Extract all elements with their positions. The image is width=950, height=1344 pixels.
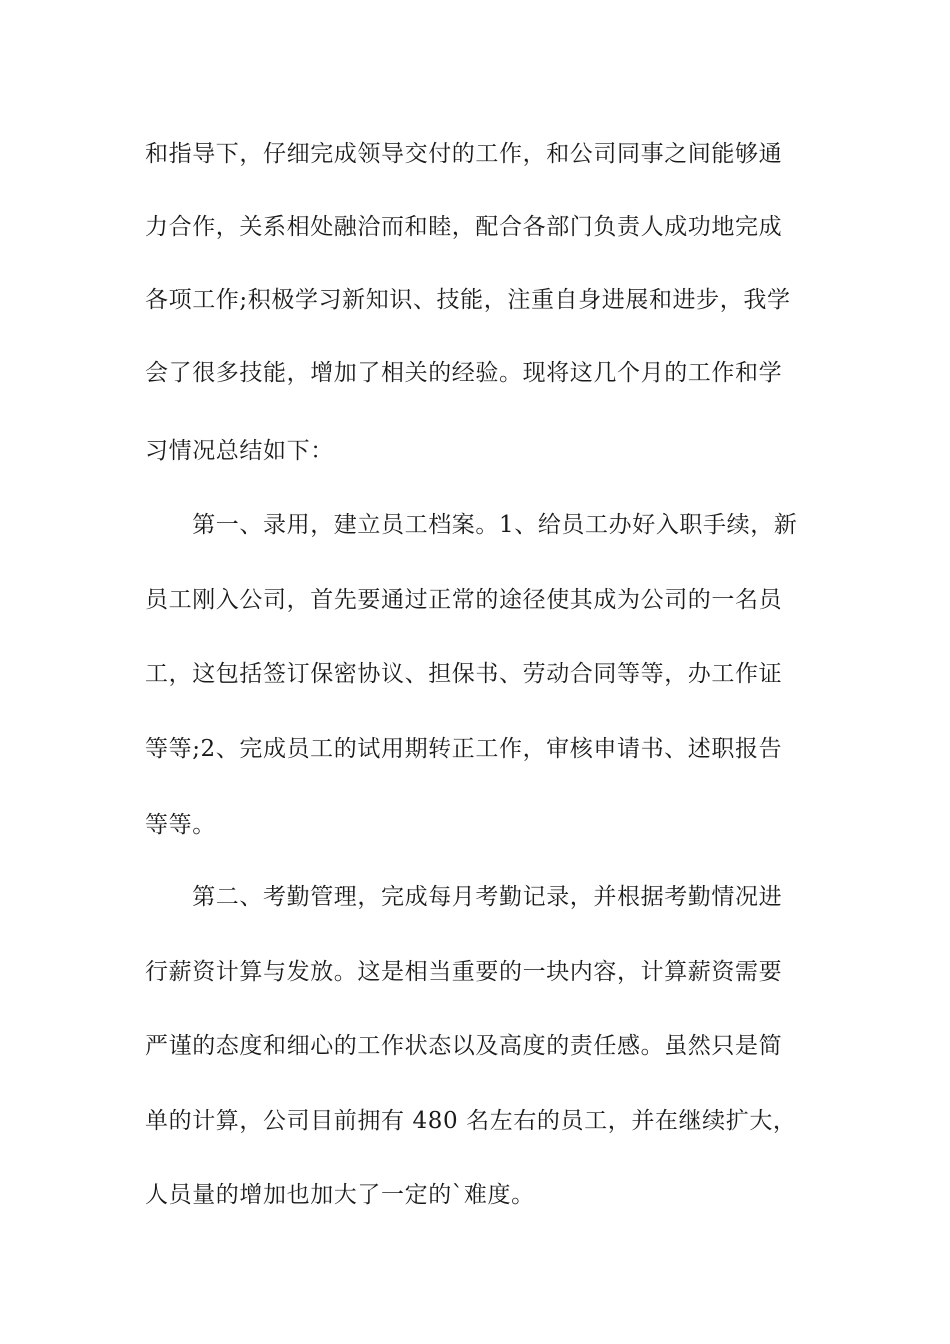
text-line: 单的计算，公司目前拥有 480 名左右的员工，并在继续扩大， bbox=[145, 1108, 797, 1134]
text-line: 会了很多技能，增加了相关的经验。现将这几个月的工作和学 bbox=[145, 360, 783, 386]
text-line: 习情况总结如下： bbox=[145, 438, 334, 464]
text-line: 第一、录用，建立员工档案。1、给员工办好入职手续，新 bbox=[145, 512, 798, 538]
text-line: 和指导下，仔细完成领导交付的工作，和公司同事之间能够通 bbox=[145, 141, 783, 167]
text-line: 人员量的增加也加大了一定的`难度。 bbox=[145, 1182, 535, 1208]
text-line: 等等;2、完成员工的试用期转正工作，审核申请书、述职报告 bbox=[145, 736, 783, 762]
text-line: 严谨的态度和细心的工作状态以及高度的责任感。虽然只是简 bbox=[145, 1033, 783, 1059]
text-line: 员工刚入公司，首先要通过正常的途径使其成为公司的一名员 bbox=[145, 587, 783, 613]
text-line: 工，这包括签订保密协议、担保书、劳动合同等等，办工作证 bbox=[145, 661, 783, 687]
text-line: 力合作，关系相处融洽而和睦，配合各部门负责人成功地完成 bbox=[145, 214, 783, 240]
text-line: 各项工作;积极学习新知识、技能，注重自身进展和进步，我学 bbox=[145, 287, 791, 313]
text-line: 第二、考勤管理，完成每月考勤记录，并根据考勤情况进 bbox=[145, 884, 783, 910]
text-line: 等等。 bbox=[145, 812, 216, 838]
text-line: 行薪资计算与发放。这是相当重要的一块内容，计算薪资需要 bbox=[145, 959, 783, 985]
